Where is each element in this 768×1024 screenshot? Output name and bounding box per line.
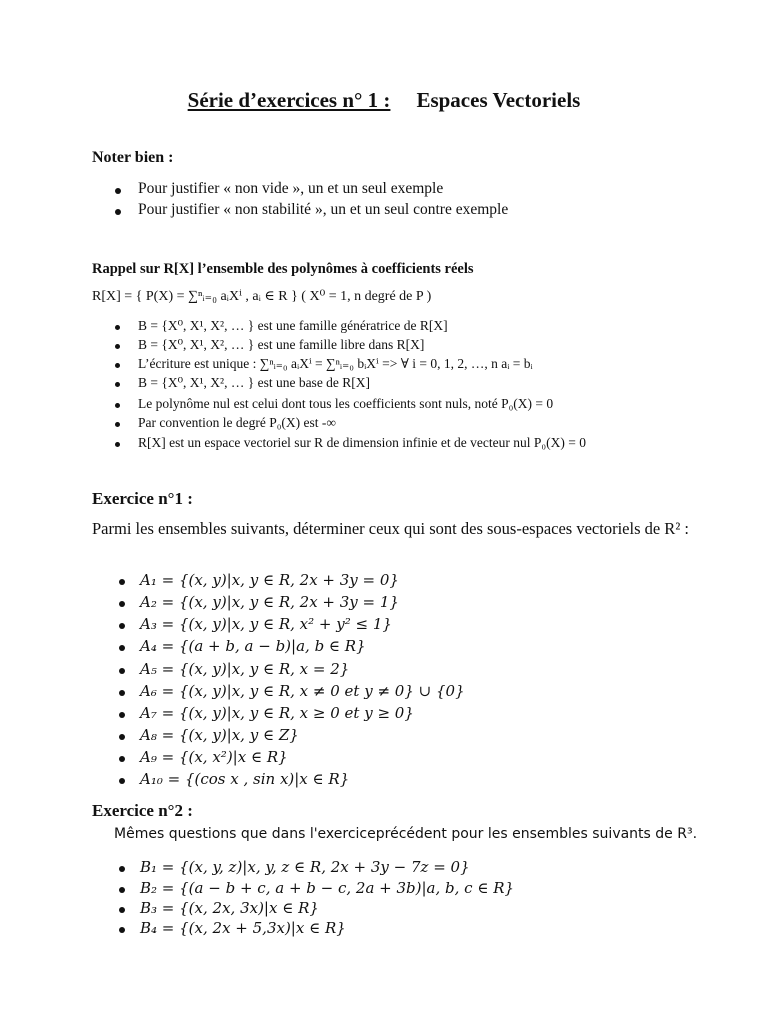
rappel-definition: R[X] = { P(X) = ∑ⁿᵢ₌₀ aᵢXⁱ , aᵢ ∈ R } ( X⁰ = 1, n degré de P ) bbox=[92, 289, 432, 304]
bullet-icon bbox=[119, 579, 125, 585]
exercice1-heading: Exercice n°1 : bbox=[92, 489, 193, 508]
bullet-icon bbox=[115, 344, 120, 349]
exercice2-heading: Exercice n°2 : bbox=[92, 801, 193, 820]
bullet-icon bbox=[119, 645, 125, 651]
page-title bbox=[0, 88, 768, 113]
bullet-icon bbox=[115, 442, 120, 447]
bullet-icon bbox=[119, 778, 125, 784]
bullet-icon bbox=[115, 325, 120, 330]
bullet-icon bbox=[119, 756, 125, 762]
bullet-icon bbox=[119, 907, 125, 913]
rappel-heading: Rappel sur R[X] l’ensemble des polynômes à coefficients réels bbox=[92, 261, 474, 277]
bullet-icon bbox=[119, 866, 125, 872]
bullet-icon bbox=[119, 887, 125, 893]
bullet-icon bbox=[115, 188, 121, 194]
exercice2-intro: Mêmes questions que dans l'exerciceprécédent pour les ensembles suivants de R³. bbox=[114, 826, 698, 842]
document-page: Série d’exercices n° 1 : Espaces Vectoriels Noter bien : Pour justifier « non vide », un et un seul exemple Pour justifier « non stabilité », un et un seul contre exemple Rappel sur R[X] l’ensemble des polynômes à coefficients réels R[X] = { P(X) = ∑ⁿᵢ₌₀ aᵢXⁱ , aᵢ ∈ R } ( X⁰ = 1, n degré de P ) B = {X⁰, X¹, X², … } est une famille génératrice de R[X] B = {X⁰, X¹, X², … } est une famille libre dans R[X] L’écriture est unique : ∑ⁿᵢ₌₀ aᵢXⁱ = ∑ⁿᵢ₌₀ bᵢXⁱ => ∀ i = 0, 1, 2, …, n aᵢ = bᵢ B = {X⁰, X¹, X², … } est une base de R[X] Le polynôme nul est celui dont tous les coefficients sont nuls, noté P₀(X) = 0 Par convention le degré P₀(X) est -∞ R[X] est un espace vectoriel sur R de dimension infinie et de vecteur nul P₀(X) = 0 Exercice n°1 : Parmi les ensembles suivants, déterminer ceux qui sont des sous-espaces vectoriels de R² : A₁ = {(x, y)|x, y ∈ R, 2x + 3y = 0} A₂ = {(x, y)|x, y ∈ R, 2x + 3y = 1} A₃ = {(x, y)|x, y ∈ R, x² + y² ≤ 1} A₄ = {(a + b, a − b)|a, b ∈ R} A₅ = {(x, y)|x, y ∈ R, x = 2} A₆ = {(x, y)|x, y ∈ R, x ≠ 0 et y ≠ 0} ∪ {0} A₇ = {(x, y)|x, y ∈ R, x ≥ 0 et y ≥ 0} A₈ = {(x, y)|x, y ∈ Z} A₉ = {(x, x²)|x ∈ R} A₁₀ = {(cos x , sin x)|x ∈ R} Exercice n°2 : Mêmes questions que dans l'exerciceprécédent pour les ensembles suivants de R³. B₁ = {(x, y, z)|x, y, z ∈ R, 2x + 3y − 7z = 0} B₂ = {(a − b + c, a + b − c, 2a + 3b)|a, b, c ∈ R} B₃ = {(x, 2x, 3x)|x ∈ R} B₄ = {(x, 2x + 5,3x)|x ∈ R} bbox=[0, 0, 768, 1024]
bullet-icon bbox=[119, 668, 125, 674]
noter-heading: Noter bien : bbox=[92, 149, 174, 166]
bullet-icon bbox=[115, 403, 120, 408]
title-topic: Espaces Vectoriels bbox=[416, 88, 581, 112]
bullet-icon bbox=[115, 382, 120, 387]
bullet-icon bbox=[119, 712, 125, 718]
bullet-icon bbox=[119, 734, 125, 740]
bullet-icon bbox=[119, 601, 125, 607]
bullet-icon bbox=[115, 209, 121, 215]
bullet-icon bbox=[119, 623, 125, 629]
exercice1-intro: Parmi les ensembles suivants, déterminer ceux qui sont des sous-espaces vectoriels de R² : bbox=[92, 519, 689, 538]
bullet-icon bbox=[119, 690, 125, 696]
bullet-icon bbox=[115, 422, 120, 427]
title-series: Série d’exercices n° 1 : bbox=[187, 88, 391, 112]
bullet-icon bbox=[119, 927, 125, 933]
bullet-icon bbox=[115, 363, 120, 368]
